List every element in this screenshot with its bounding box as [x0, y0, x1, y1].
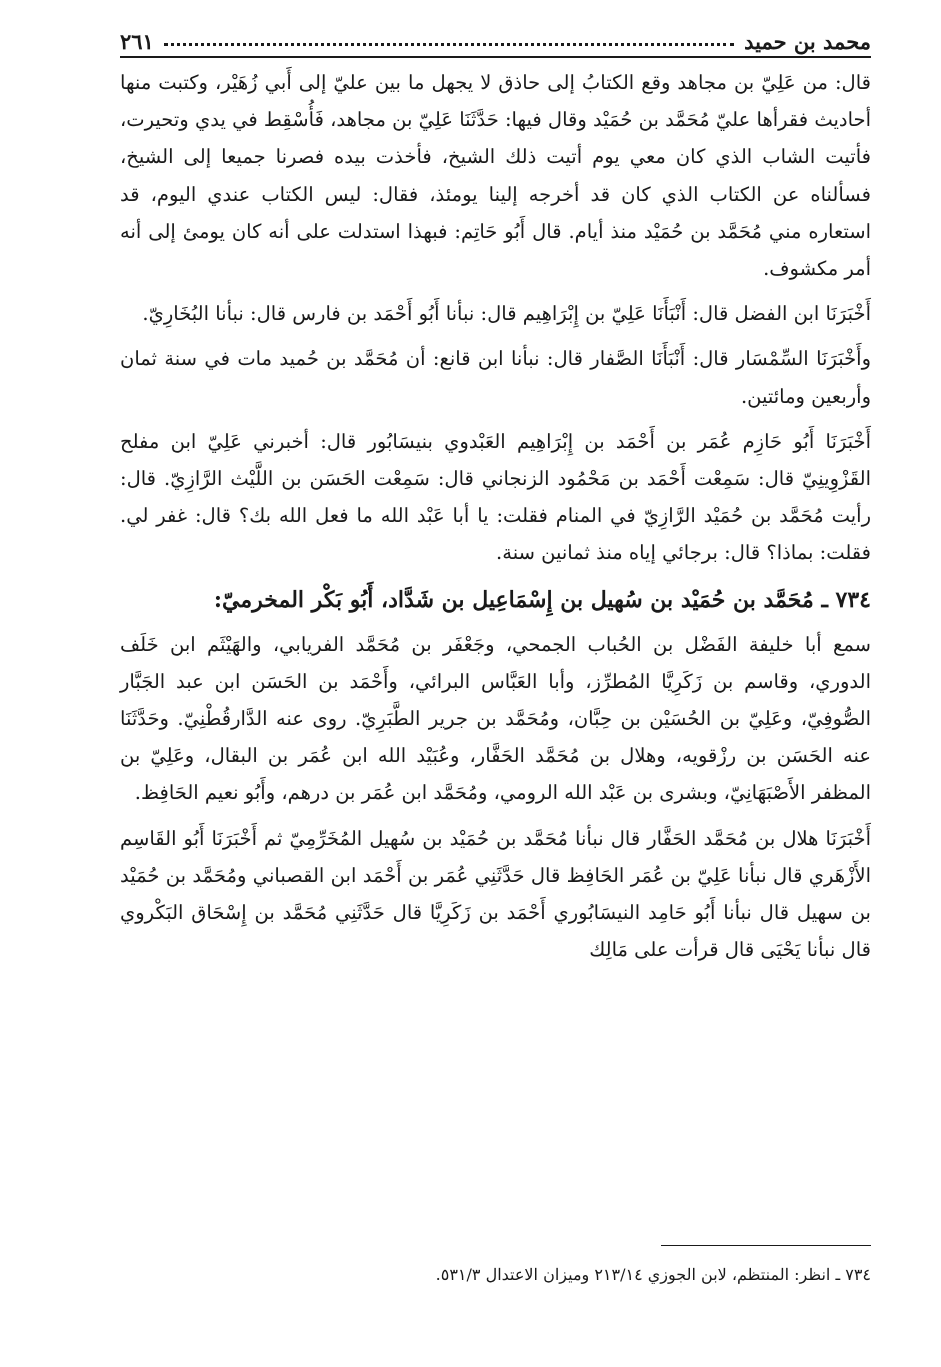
running-head-title: محمد بن حميد: [744, 29, 871, 54]
entry-paragraph-1: سمع أبا خليفة الفَضْل بن الحُباب الجمحي، وجَعْفَر بن مُحَمَّد الفريابي، والهَيْثَم ابن خَلَف الدوري، وقاسم بن زَكَرِيَّا المُطرِّز، وأبا العَبَّاس البرائي، وأَحْمَد بن الحَسَن ابن عبد الجَبَّار الصُّوفِيّ، وعَلِيّ بن الحُسَيْن بن حِبَّان، ومُحَمَّد بن جرير الطَّبَرِيّ. روى عنه الدَّارقُطْنِيّ. وحَدَّثَنَا عنه الحَسَن بن رزْقويه، وهلال بن مُحَمَّد الحَفَّار، وعُبَيْد الله ابن عُمَر بن البقال، وعَلِيّ بن المظفر الأَصْبَهَانِيّ، وبشرى بن عَبْد الله الرومي، ومُحَمَّد ابن عُمَر بن درهم، وأَبُو نعيم الحَافِظ.: [120, 632, 871, 805]
paragraph-1: قال: من عَلِيّ بن مجاهد وقع الكتابُ إلى حاذق لا يجهل ما بين عليّ إلى أَبي زُهَيْر، وكتبت منها أحاديث فقرأها عليّ مُحَمَّد بن حُمَيْد وقال فيها: حَدَّثَنَا عَلِيّ بن مجاهد، فَأُسْقِط في يدي وتحيرت، فأتيت الشاب الذي كان معي يوم أتيت ذلك الشيخ، فأخذت بيده فصرنا جميعا إلى الشيخ، فسألناه عن الكتاب الذي كان قد أخرجه إلينا يومئذ، فقال: ليس الكتاب عندي اليوم، قد استعاره مني مُحَمَّد بن حُمَيْد منذ أيام. قال أَبُو حَاتِم: فبهذا استدلت على أنه كان يومئ إلى أنه أمر مكشوف.: [120, 71, 871, 281]
entry-heading: ٧٣٤ ـ مُحَمَّد بن حُمَيْد بن سُهيل بن إِسْمَاعِيل بن شَدَّاد، أَبُو بَكْر المخرميّ:: [213, 586, 871, 613]
footnote-rule: [661, 1245, 871, 1246]
paragraph-2: أَخْبَرَنَا ابن الفضل قال: أَنْبَأَنَا عَلِيّ بن إِبْرَاهِيم قال: نبأنا أَبُو أَحْمَد بن فارس قال: نبأنا البُخَارِيّ.: [142, 302, 871, 326]
page-body: [120, 64, 871, 976]
paragraph-4: أَخْبَرَنَا أَبُو حَازِم عُمَر بن أَحْمَد بن إِبْرَاهِيم العَبْدوي بنيسَابُور قال: أخبرني عَلِيّ ابن مفلح القَزْوِينِيّ قال: سَمِعْت أَحْمَد بن مَحْمُود الزنجاني قال: سَمِعْت الحَسَن بن اللَّيْث الرَّازِيّ. قال: رأيت مُحَمَّد بن حُمَيْد الرَّازِيّ في المنام فقلت: يا أبا عَبْد الله ما فعل الله بك؟ قال: غفر لي. فقلت: بماذا؟ قال: برجائي إياه منذ ثمانين سنة.: [120, 429, 871, 565]
paragraph-3: وأَخْبَرَنَا السِّمْسَار قال: أَنْبَأَنَا الصَّفار قال: نبأنا ابن قانع: أن مُحَمَّد بن حُميد مات في سنة ثمان وأربعين ومائتين.: [120, 347, 871, 408]
page-number: ٢٦١: [120, 29, 154, 54]
leader-dots: [164, 43, 734, 46]
entry-paragraph-2: أَخْبَرَنَا هلال بن مُحَمَّد الحَفَّار قال نبأنا مُحَمَّد بن حُمَيْد بن سُهيل المُخَرِّمِيّ ثم أَخْبَرَنَا أَبُو القَاسِم الأَزْهَري قال نبأنا عَلِيّ بن عُمَر الحَافِظ قال حَدَّثَنِي عُمَر بن أَحْمَد ابن القصباني ومُحَمَّد بن حُمَيْد بن سهيل قال نبأنا أَبُو حَامِد النيسَابُوري أَحْمَد بن زَكَرِيَّا قال حَدَّثَنِي مُحَمَّد بن إِسْحَاق البَكْروي قال نبأنا يَحْيَى قال قرأت على مَالِك: [120, 826, 871, 962]
running-head: [120, 20, 871, 58]
footnote: ٧٣٤ ـ انظر: المنتظم، لابن الجوزي ٢١٣/١٤ وميزان الاعتدال ٥٣١/٣.: [435, 1265, 871, 1284]
